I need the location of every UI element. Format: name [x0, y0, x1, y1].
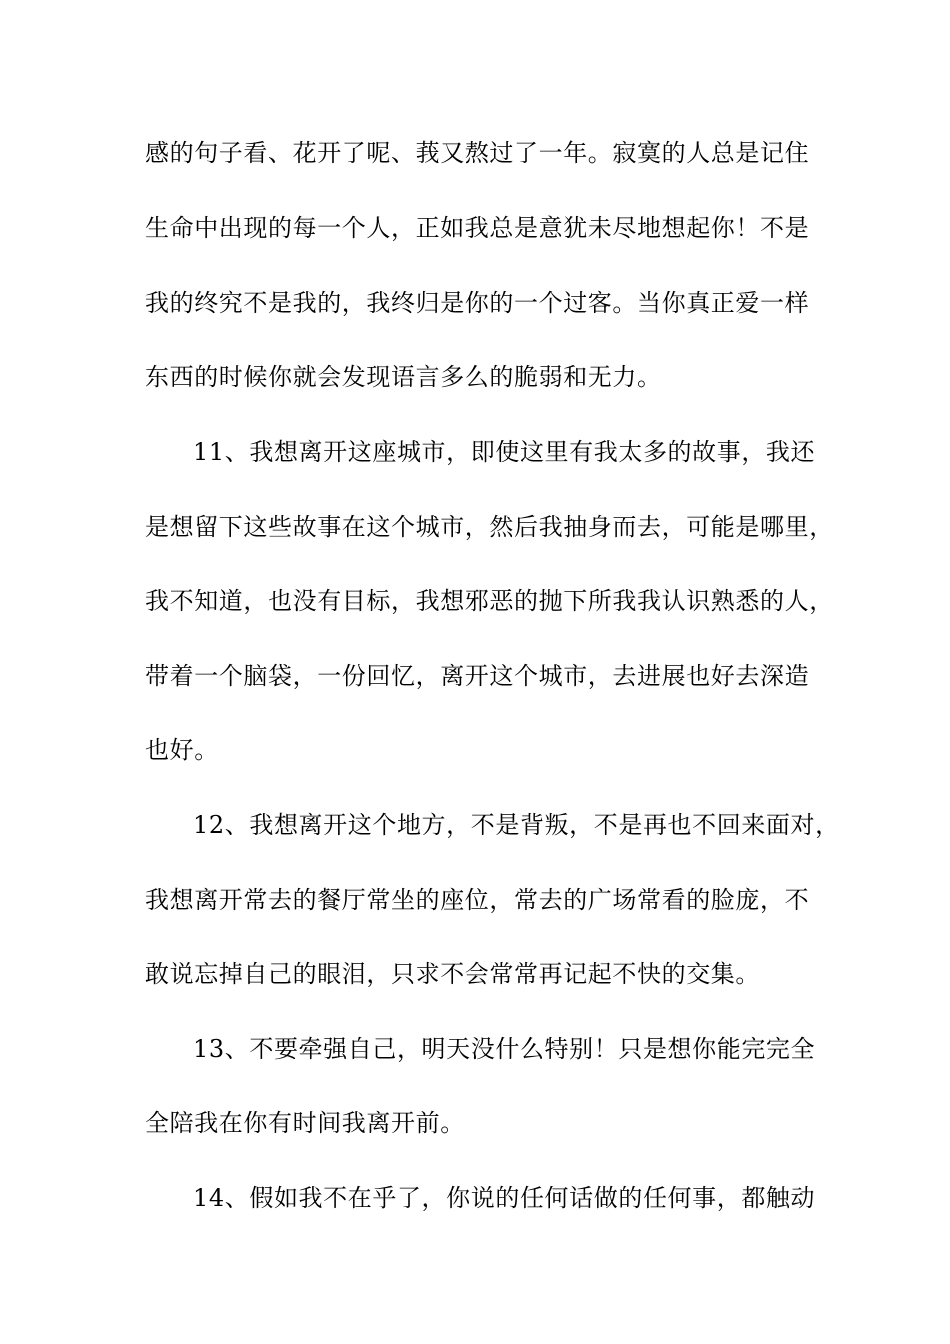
text-line-8: 带着一个脑袋，一份回忆，离开这个城市，去进展也好去深造	[145, 662, 810, 690]
paragraph-11-start: 11、我想离开这座城市，即使这里有我太多的故事，我还	[193, 438, 816, 466]
text-line-11: 我想离开常去的餐厅常坐的座位，常去的广场常看的脸庞，不	[145, 886, 810, 914]
text-line-14: 全陪我在你有时间我离开前。	[145, 1109, 465, 1137]
text-line-1: 感的句子看、花开了呢、莪又熬过了一年。寂寞的人总是记住	[145, 139, 810, 167]
text-line-12: 敢说忘掉自己的眼泪，只求不会常常再记起不快的交集。	[145, 960, 760, 988]
paragraph-14-start: 14、假如我不在乎了，你说的任何话做的任何事，都触动	[193, 1184, 816, 1212]
text-line-6: 是想留下这些故事在这个城市，然后我抽身而去，可能是哪里，	[145, 513, 834, 541]
text-line-9: 也好。	[145, 736, 219, 764]
text-line-4: 东西的时候你就会发现语言多么的脆弱和无力。	[145, 363, 662, 391]
text-line-7: 我不知道，也没有目标，我想邪恶的抛下所我我认识熟悉的人，	[145, 587, 834, 615]
text-line-2: 生命中出现的每一个人，正如我总是意犹未尽地想起你！不是	[145, 214, 810, 242]
paragraph-12-start: 12、我想离开这个地方，不是背叛，不是再也不回来面对，	[193, 811, 840, 839]
text-line-3: 我的终究不是我的，我终归是你的一个过客。当你真正爱一样	[145, 289, 810, 317]
paragraph-13-start: 13、不要牵强自己，明天没什么特别！只是想你能完完全	[193, 1035, 816, 1063]
